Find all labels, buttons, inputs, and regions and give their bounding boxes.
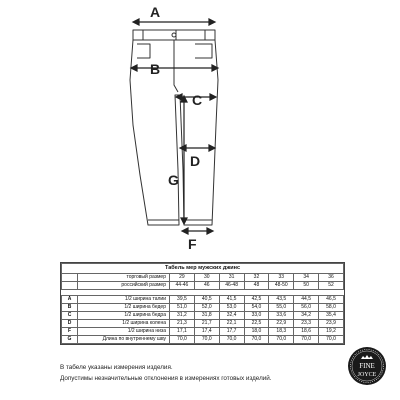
table-row: B 1/2 ширина бедер 51,0 52,0 53,0 54,0 55,0 56,0 58,0 [62, 304, 344, 312]
note-measurements: В табеле указаны измерения изделия. [60, 364, 173, 371]
table-row: D 1/2 ширина колена 21,3 21,7 22,1 22,5 22,9 23,3 23,9 [62, 320, 344, 328]
table-row: C 1/2 ширина бедра 31,2 31,8 32,4 33,0 33,6 34,2 35,4 [62, 312, 344, 320]
table-row: A 1/2 ширина талии 39,5 40,5 41,5 42,5 43,5 44,5 46,5 [62, 296, 344, 304]
logo-line2: JOYCE [357, 372, 377, 378]
note-tolerance: Допустимы незначительные отклонения в измерениях готовых изделий. [60, 375, 272, 382]
size-row-trade: торговый размер 29 30 31 32 33 34 36 [62, 274, 344, 282]
table-row: F 1/2 ширина низа 17,1 17,4 17,7 18,0 18,3 18,6 19,2 [62, 328, 344, 336]
label-g: G [168, 172, 179, 188]
label-f: F [188, 236, 197, 252]
size-row-russian: российский размер 44-46 46 46-48 48 48-50 50 52 [62, 282, 344, 290]
size-table [60, 262, 345, 345]
label-a: A [150, 4, 161, 20]
table-row: G Длина по внутреннему шву 70,0 70,0 70,0 70,0 70,0 70,0 70,0 [62, 336, 344, 344]
waistband [133, 30, 215, 40]
table-title-row [62, 264, 344, 274]
label-d: D [190, 153, 201, 169]
table-title: Табель мер мужских джинс [62, 264, 344, 274]
brand-logo [347, 346, 387, 386]
logo-line1: FINE [359, 362, 375, 370]
label-c: C [192, 92, 203, 108]
label-b: B [150, 61, 161, 77]
